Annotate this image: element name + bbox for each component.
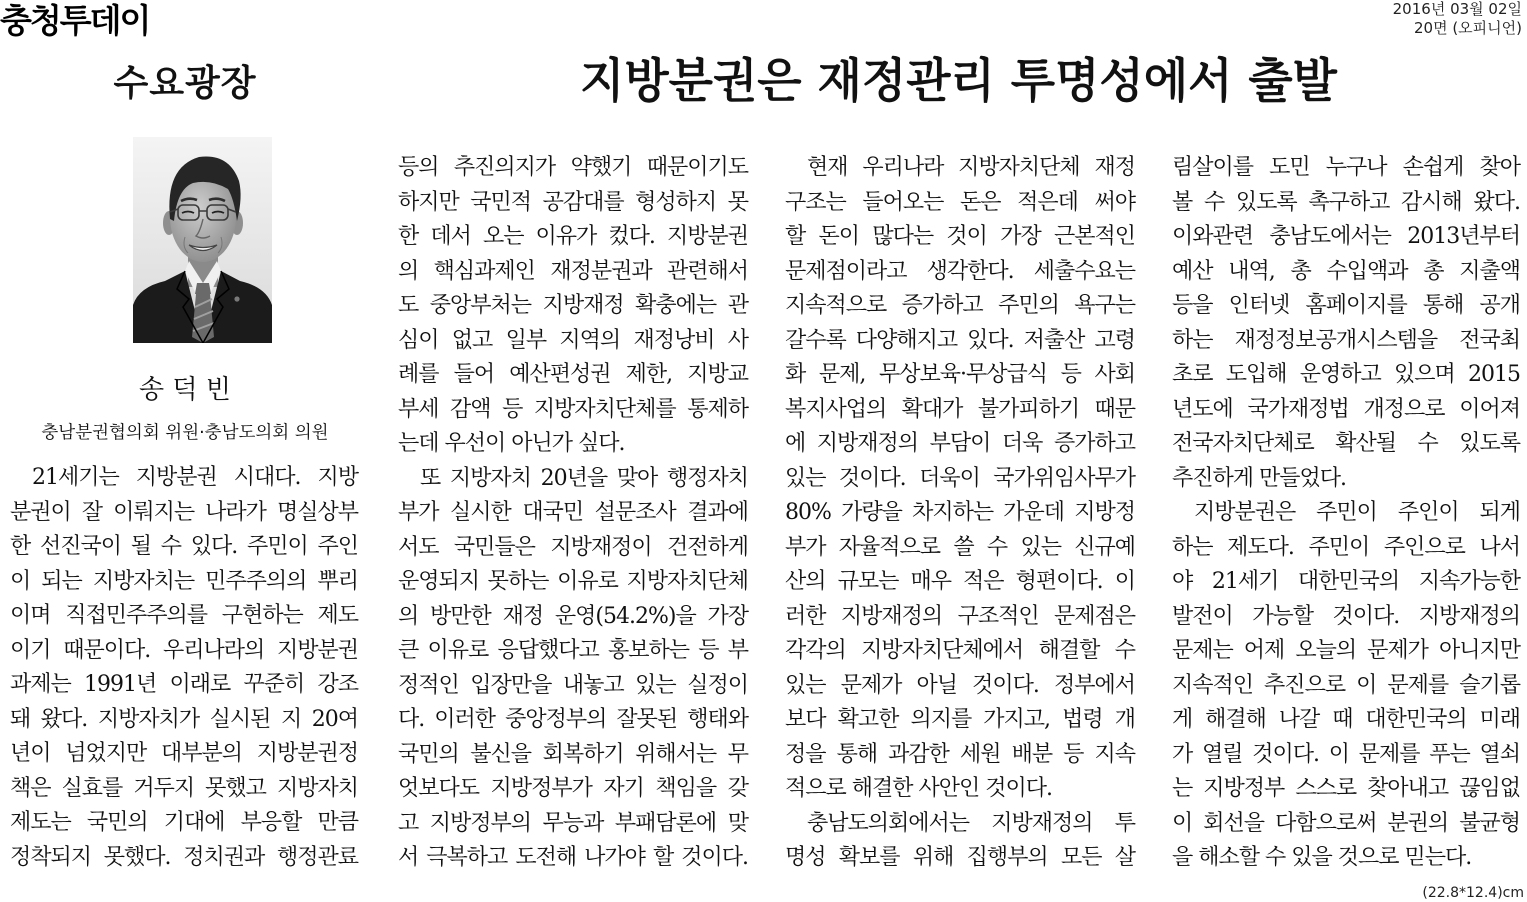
author-name: 송 덕 빈 [139,375,231,405]
article-line: 국민의 불신을 회복하기 위해서는 무 [398,741,748,767]
article-line: 돼 왔다. 지방자치가 실시된 지 20여 [10,706,358,732]
article-headline: 지방분권은 재정관리 투명성에서 출발 [580,54,1337,109]
article-line: 하는 제도다. 주민이 주인으로 나서 [1172,534,1520,560]
article-line: 러한 지방재정의 구조적인 문제점은 [785,603,1135,629]
article-line: 있는 것이다. 더욱이 국가위임사무가 [785,465,1135,491]
article-line: 게 해결해 나갈 때 대한민국의 미래 [1172,707,1520,732]
article-line: 갈수록 다양해지고 있다. 저출산 고령 [785,327,1135,353]
article-line: 초로 도입해 운영하고 있으며 2015 [1172,362,1520,387]
article-line: 지방분권은 주민이 주인이 되게 [1194,500,1520,525]
article-line: 이와관련 충남도에서는 2013년부터 [1172,224,1520,249]
article-line: 한 선진국이 될 수 있다. 주민이 주인 [10,534,358,559]
article-line: 복지사업의 확대가 불가피하기 때문 [785,396,1135,422]
article-line: 야 21세기 대한민국의 지속가능한 [1172,569,1520,594]
article-line: 문제는 어제 오늘의 문제가 아니지만 [1172,638,1520,663]
article-line: 부세 감액 등 지방자치단체를 통제하 [398,396,748,422]
article-line: 서 극복하고 도전해 나가야 할 것이다. [398,845,748,870]
article-line: 을 해소할 수 있을 것으로 믿는다. [1172,845,1472,870]
article-line: 하는 재정정보공개시스템을 전국최 [1172,327,1520,353]
article-line: 지속적으로 증가하고 주민의 욕구는 [785,293,1135,318]
article-line: 등을 인터넷 홈페이지를 통해 공개 [1172,293,1520,318]
article-line: 지속적인 추진으로 이 문제를 슬기롭 [1172,672,1520,698]
article-line: 이 되는 지방자치는 민주주의의 뿌리 [10,568,358,594]
article-line: 할 돈이 많다는 것이 가장 근본적인 [785,224,1135,249]
article-line: 례를 들어 예산편성권 제한, 지방교 [398,362,748,387]
article-line: 또 지방자치 20년을 맞아 행정자치 [420,465,748,491]
article-line: 심이 없고 일부 지역의 재정낭비 사 [398,327,748,353]
article-column [10,461,358,875]
masthead-logo: 충청투데이 [0,1,150,40]
article-line: 한 데서 오는 이유가 컸다. 지방분권 [398,224,748,249]
author-photo [133,137,272,343]
column-section-title: 수요광장 [113,63,257,104]
article-line: 등의 추진의지가 약했기 때문이기도 [398,155,748,180]
article-line: 고 지방정부의 무능과 부패담론에 맞 [398,810,748,836]
article-line: 정착되지 못했다. 정치권과 행정관료 [10,844,358,870]
article-line: 의 방만한 재정 운영(54.2%)을 가장 [398,603,748,629]
article-line: 추진하게 만들었다. [1172,465,1347,491]
article-line: 정을 통해 과감한 세원 배분 등 지속 [785,741,1135,767]
article-line: 제도는 국민의 기대에 부응할 만큼 [10,810,358,835]
article-column [1172,151,1520,876]
article-line: 이기 때문이다. 우리나라의 지방분권 [10,637,358,663]
article-line: 구조는 들어오는 돈은 적은데 써야 [785,189,1135,215]
article-line: 현재 우리나라 지방자치단체 재정 [807,155,1135,180]
issue-date: 2016년 03월 02일 [1392,0,1522,18]
article-column [398,151,748,876]
article-line: 서도 국민들은 지방재정이 건전하게 [398,534,748,560]
article-line: 분권이 잘 이뤄지는 나라가 명실상부 [10,499,358,525]
article-line: 적으로 해결한 사안인 것이다. [785,776,1052,801]
article-line: 80% 가량을 차지하는 가운데 지방정 [785,500,1135,525]
article-line: 각각의 지방자치단체에서 해결할 수 [785,638,1135,663]
article-line: 책은 실효를 거두지 못했고 지방자치 [10,775,358,801]
article-line: 가 열릴 것이다. 이 문제를 푸는 열쇠 [1172,741,1520,767]
article-line: 엇보다도 지방정부가 자기 책임을 갖 [398,776,748,801]
article-line: 문제점이라고 생각한다. 세출수요는 [785,258,1135,284]
article-line: 는데 우선이 아닌가 싶다. [398,431,625,456]
article-line: 에 지방재정의 부담이 더욱 증가하고 [785,431,1135,456]
article-line: 는 지방정부 스스로 찾아내고 끊임없 [1172,776,1520,801]
article-line: 정적인 입장만을 내놓고 있는 실정이 [398,672,748,698]
article-line: 하지만 국민적 공감대를 형성하지 못 [398,189,748,215]
article-line: 예산 내역, 총 수입액과 총 지출액 [1172,258,1520,284]
article-line: 부가 자율적으로 쓸 수 있는 신규예 [785,534,1135,560]
article-line: 부가 실시한 대국민 설문조사 결과에 [398,500,748,525]
article-column [785,151,1135,876]
page-section: 20면 (오피니언) [1413,19,1522,37]
article-line: 과제는 1991년 이래로 꾸준히 강조 [10,672,358,697]
article-line: 산의 규모는 매우 적은 형편이다. 이 [785,569,1135,594]
article-line: 충남도의회에서는 지방재정의 투 [807,810,1135,836]
lapel-pin [234,296,239,301]
article-line: 년이 넘었지만 대부분의 지방분권정 [10,741,358,766]
article-line: 다. 이러한 중앙정부의 잘못된 행태와 [398,707,748,732]
article-line: 큰 이유로 응답했다고 홍보하는 등 부 [398,638,748,663]
article-line: 도 중앙부처는 지방재정 확충에는 관 [398,293,748,318]
article-line: 보다 확고한 의지를 가지고, 법령 개 [785,707,1135,732]
article-line: 운영되지 못하는 이유로 지방자치단체 [398,569,748,594]
article-line: 림살이를 도민 누구나 손쉽게 찾아 [1172,155,1520,180]
article-line: 볼 수 있도록 촉구하고 감시해 왔다. [1172,189,1520,215]
article-line: 화 문제, 무상보육·무상급식 등 사회 [785,362,1135,387]
article-line: 의 핵심과제인 재정분권과 관련해서 [398,258,748,284]
article-line: 명성 확보를 위해 집행부의 모든 살 [785,845,1135,870]
article-line: 21세기는 지방분권 시대다. 지방 [32,465,358,490]
clipping-size-note: (22.8*12.4)cm [1422,885,1524,901]
article-line: 년도에 국가재정법 개정으로 이어져 [1172,396,1520,422]
article-line: 전국자치단체로 확산될 수 있도록 [1172,431,1520,456]
dateline [1393,0,1522,38]
article-line: 이 회선을 다함으로써 분권의 불균형 [1172,810,1520,836]
article-line: 이며 직접민주주의를 구현하는 제도 [10,603,358,628]
author-affiliation: 충남분권협의회 위원·충남도의회 의원 [41,423,329,443]
article-line: 있는 문제가 아닐 것이다. 정부에서 [785,672,1135,698]
article-line: 발전이 가능할 것이다. 지방재정의 [1172,603,1520,629]
